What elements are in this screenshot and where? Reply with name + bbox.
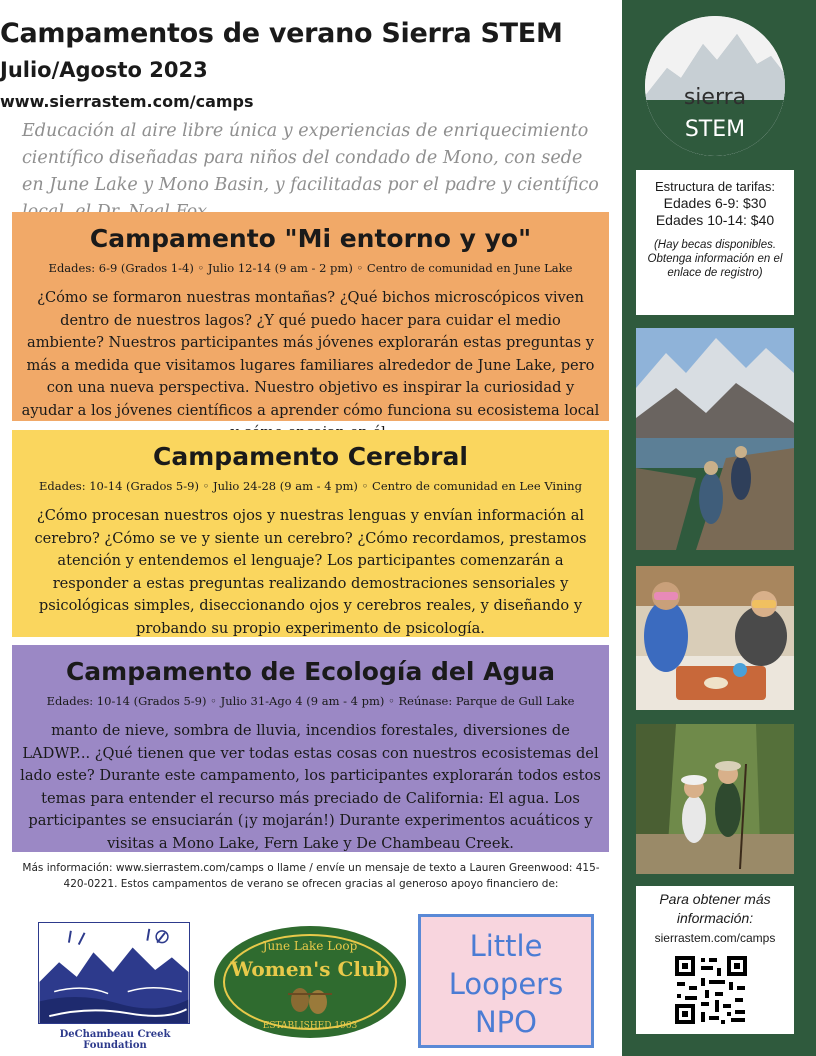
camp-meta: Edades: 10-14 (Grados 5-9) ◦ Julio 31-Ago 4 (9 am - 4 pm) ◦ Reúnase: Parque de Gull Lake bbox=[46, 694, 575, 708]
little-loopers-logo bbox=[418, 914, 594, 1048]
fee-heading: Estructura de tarifas: bbox=[655, 179, 775, 194]
camp-section-cerebral bbox=[12, 430, 609, 637]
footer-info-text: Más información: www.sierrastem.com/camps o llame / envíe un mensaje de texto a Lauren Greenwood: 415-420-0221. Estos campamentos de verano se ofrecen gracias al generoso apoyo financiero de: bbox=[22, 862, 600, 890]
page-title: Campamentos de verano Sierra STEM bbox=[0, 18, 563, 49]
camp-description: manto de nieve, sombra de lluvia, incendios forestales, diversiones de LADWP... ¿Qué tienen que ver todas estas cosas con nuestros ecosistemas del lado este? Durante este campamento, los participantes explorarán todos estos temas para entender el recurso más preciado de California: El agua. Los participantes se ensuciarán (¡y mojarán!) Durante experimentos acuáticos y visitas a Mono Lake, Fern Lake y De Chambeau Creek. bbox=[20, 722, 601, 852]
lab-students-image-icon bbox=[636, 566, 794, 710]
scholarship-note: (Hay becas disponibles. Obtenga información en el enlace de registro) bbox=[647, 239, 783, 279]
womens-club-bottom-text: ESTABLISHED 1963 bbox=[262, 1021, 358, 1031]
womens-club-main-text: Women's Club bbox=[230, 957, 390, 981]
qr-code-icon[interactable] bbox=[671, 952, 751, 1028]
fee-ages-10-14: Edades 10-14: $40 bbox=[655, 212, 775, 228]
camp-meta: Edades: 6-9 (Grados 1-4) ◦ Julio 12-14 (9 am - 2 pm) ◦ Centro de comunidad en June Lake bbox=[48, 261, 573, 275]
fee-structure-box bbox=[636, 170, 794, 315]
dechambeau-name: DeChambeau Creek Foundation bbox=[59, 1029, 171, 1051]
camp-section-entorno bbox=[12, 212, 609, 421]
logo-stem-text: STEM bbox=[684, 117, 746, 142]
womens-club-oval-icon bbox=[212, 924, 408, 1040]
camp-meta: Edades: 10-14 (Grados 5-9) ◦ Julio 24-28 (9 am - 4 pm) ◦ Centro de comunidad en Lee Vining bbox=[39, 479, 582, 493]
creek-woodcut-art-icon bbox=[38, 922, 190, 1024]
kids-creek-photo bbox=[636, 724, 794, 874]
camp-title: Campamento Cerebral bbox=[153, 442, 468, 471]
fee-ages-6-9: Edades 6-9: $30 bbox=[663, 195, 767, 211]
loopers-line-3: NPO bbox=[474, 1005, 537, 1039]
camp-section-agua bbox=[12, 645, 609, 852]
more-info-heading: Para obtener más información: bbox=[659, 891, 771, 926]
hiking-photo bbox=[636, 328, 794, 550]
kids-outdoors-image-icon bbox=[636, 724, 794, 874]
sierra-stem-logo bbox=[645, 16, 785, 156]
camp-title: Campamento de Ecología del Agua bbox=[65, 657, 556, 686]
womens-club-top-text: June Lake Loop bbox=[262, 939, 358, 953]
logo-sierra-text: sierra bbox=[683, 85, 747, 110]
more-info-url-link[interactable]: sierrastem.com/camps bbox=[654, 931, 776, 945]
dechambeau-foundation-logo bbox=[30, 922, 200, 1051]
intro-text: Educación al aire libre única y experiencias de enriquecimiento científico diseñadas para niños del condado de Mono, con sede en June Lake y Mono Basin, y facilitadas por el padre y científico bbox=[22, 121, 599, 195]
hikers-mountain-image-icon bbox=[636, 328, 794, 550]
loopers-line-1: Little bbox=[469, 929, 543, 963]
dissection-photo bbox=[636, 566, 794, 710]
camp-title: Campamento "Mi entorno y yo" bbox=[89, 224, 532, 253]
loopers-line-2: Loopers bbox=[448, 967, 564, 1001]
sierra-stem-mountain-icon bbox=[645, 16, 785, 156]
womens-club-logo bbox=[212, 924, 408, 1040]
camp-description: ¿Cómo procesan nuestros ojos y nuestras lenguas y envían información al cerebro? ¿Cómo se ve y siente un cerebro? ¿Cómo recordamos, prestamos atención y entendemos el lenguaje? Los participantes comenzarán a responder a estas preguntas realizando demostraciones sensoriales y psicológicas simples, diseccionando ojos y cerebros reales, y diseñando y probando su propio experimento de psicología. bbox=[34, 507, 587, 637]
page-dates: Julio/Agosto 2023 bbox=[0, 58, 208, 82]
page-url-link[interactable]: www.sierrastem.com/camps bbox=[0, 92, 254, 111]
camp-description: ¿Cómo se formaron nuestras montañas? ¿Qué bichos microscópicos viven dentro de nuestros lagos? ¿Y qué puedo hacer para cuidar el medio ambiente? Nuestros participantes más jóvenes explorarán estas preguntas y más a medida que visitamos lugares familiares alrededor de June Lake, pero con una nueva perspectiva. Nuestro objetivo es inspirar la curiosidad y ayudar a los jóvenes científicos a aprender cómo funciona su ecosistema local bbox=[21, 289, 600, 419]
